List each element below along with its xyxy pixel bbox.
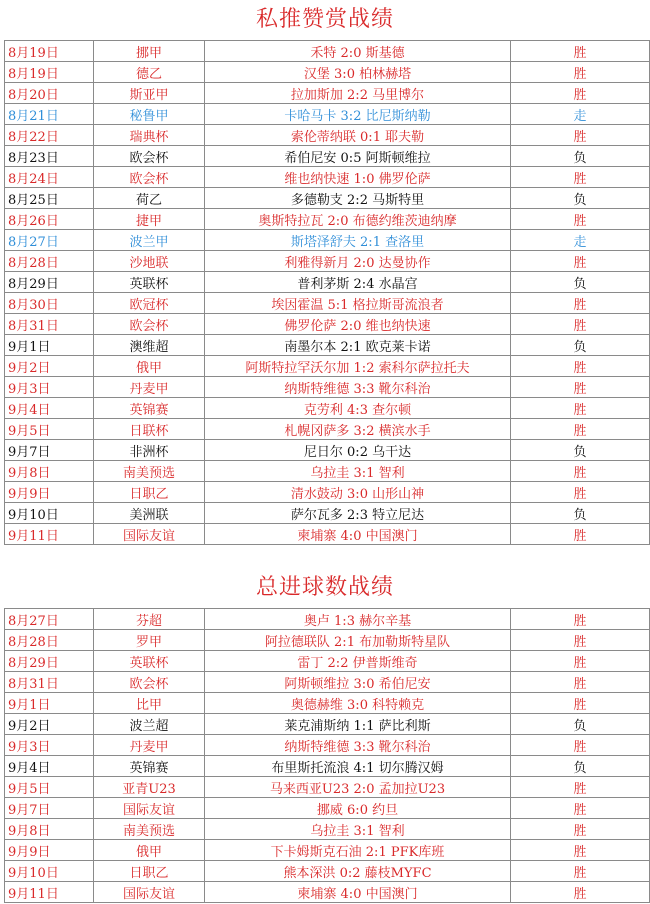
match-cell: 清水鼓动 3:0 山形山神 <box>205 482 511 503</box>
table-row <box>5 272 650 293</box>
league-cell: 澳维超 <box>94 335 205 356</box>
table-row <box>5 630 650 651</box>
league-cell: 瑞典杯 <box>94 125 205 146</box>
league-cell: 英联杯 <box>94 272 205 293</box>
league-cell: 俄甲 <box>94 840 205 861</box>
table-row <box>5 125 650 146</box>
date-cell: 8月28日 <box>5 251 94 272</box>
result-cell: 负 <box>511 335 650 356</box>
table-row <box>5 777 650 798</box>
league-cell: 比甲 <box>94 693 205 714</box>
match-cell: 熊本深洪 0:2 藤枝MYFC <box>205 861 511 882</box>
table-row <box>5 104 650 125</box>
section-divider <box>0 548 650 568</box>
match-cell: 马来西亚U23 2:0 孟加拉U23 <box>205 777 511 798</box>
date-cell: 9月10日 <box>5 503 94 524</box>
date-cell: 9月5日 <box>5 419 94 440</box>
match-cell: 斯塔泽舒夫 2:1 查洛里 <box>205 230 511 251</box>
result-cell: 走 <box>511 104 650 125</box>
date-cell: 9月1日 <box>5 335 94 356</box>
result-cell: 胜 <box>511 125 650 146</box>
league-cell: 挪甲 <box>94 41 205 62</box>
result-cell: 胜 <box>511 167 650 188</box>
table-row <box>5 714 650 735</box>
table-row <box>5 819 650 840</box>
match-cell: 汉堡 3:0 柏林赫塔 <box>205 62 511 83</box>
league-cell: 美洲联 <box>94 503 205 524</box>
date-cell: 8月30日 <box>5 293 94 314</box>
date-cell: 8月20日 <box>5 83 94 104</box>
result-cell: 胜 <box>511 461 650 482</box>
table-row <box>5 609 650 630</box>
match-cell: 索伦蒂纳联 0:1 耶夫勒 <box>205 125 511 146</box>
league-cell: 欧会杯 <box>94 672 205 693</box>
table-row <box>5 756 650 777</box>
table-row <box>5 398 650 419</box>
match-cell: 布里斯托流浪 4:1 切尔腾汉姆 <box>205 756 511 777</box>
section-title: 私推赞赏战绩 <box>255 7 394 32</box>
table-row <box>5 188 650 209</box>
league-cell: 欧会杯 <box>94 146 205 167</box>
date-cell: 9月7日 <box>5 798 94 819</box>
result-cell: 走 <box>511 230 650 251</box>
date-cell: 8月19日 <box>5 41 94 62</box>
result-cell: 胜 <box>511 41 650 62</box>
results-table <box>4 40 650 545</box>
date-cell: 9月8日 <box>5 819 94 840</box>
result-cell: 胜 <box>511 293 650 314</box>
match-cell: 阿斯特拉罕沃尔加 1:2 索科尔萨拉托夫 <box>205 356 511 377</box>
league-cell: 南美预选 <box>94 461 205 482</box>
table-row <box>5 314 650 335</box>
date-cell: 8月29日 <box>5 272 94 293</box>
date-cell: 9月7日 <box>5 440 94 461</box>
league-cell: 沙地联 <box>94 251 205 272</box>
result-cell: 胜 <box>511 482 650 503</box>
result-cell: 胜 <box>511 693 650 714</box>
table-row <box>5 440 650 461</box>
table-row <box>5 335 650 356</box>
league-cell: 芬超 <box>94 609 205 630</box>
table-row <box>5 861 650 882</box>
league-cell: 国际友谊 <box>94 882 205 903</box>
result-cell: 负 <box>511 756 650 777</box>
date-cell: 8月31日 <box>5 672 94 693</box>
table-row <box>5 419 650 440</box>
match-cell: 奥卢 1:3 赫尔辛基 <box>205 609 511 630</box>
date-cell: 8月19日 <box>5 62 94 83</box>
table-row <box>5 230 650 251</box>
league-cell: 秘鲁甲 <box>94 104 205 125</box>
result-cell: 胜 <box>511 83 650 104</box>
date-cell: 9月3日 <box>5 377 94 398</box>
result-cell: 胜 <box>511 651 650 672</box>
match-cell: 萨尔瓦多 2:3 特立尼达 <box>205 503 511 524</box>
table-row <box>5 651 650 672</box>
match-cell: 柬埔寨 4:0 中国澳门 <box>205 524 511 545</box>
match-cell: 纳斯特维德 3:3 靴尔科治 <box>205 735 511 756</box>
table-row <box>5 672 650 693</box>
league-cell: 日职乙 <box>94 861 205 882</box>
league-cell: 斯亚甲 <box>94 83 205 104</box>
result-cell: 胜 <box>511 882 650 903</box>
result-cell: 胜 <box>511 777 650 798</box>
result-cell: 胜 <box>511 840 650 861</box>
league-cell: 波兰甲 <box>94 230 205 251</box>
date-cell: 8月27日 <box>5 230 94 251</box>
league-cell: 欧会杯 <box>94 314 205 335</box>
date-cell: 9月2日 <box>5 356 94 377</box>
table-row <box>5 209 650 230</box>
match-cell: 阿拉德联队 2:1 布加勒斯特星队 <box>205 630 511 651</box>
table-row <box>5 735 650 756</box>
date-cell: 8月29日 <box>5 651 94 672</box>
match-cell: 纳斯特维德 3:3 靴尔科治 <box>205 377 511 398</box>
date-cell: 8月31日 <box>5 314 94 335</box>
date-cell: 9月8日 <box>5 461 94 482</box>
table-row <box>5 251 650 272</box>
result-cell: 负 <box>511 272 650 293</box>
match-cell: 阿斯顿维拉 3:0 希伯尼安 <box>205 672 511 693</box>
result-cell: 胜 <box>511 356 650 377</box>
table-row <box>5 377 650 398</box>
match-cell: 佛罗伦萨 2:0 维也纳快速 <box>205 314 511 335</box>
result-cell: 胜 <box>511 630 650 651</box>
date-cell: 9月9日 <box>5 840 94 861</box>
result-cell: 胜 <box>511 251 650 272</box>
result-cell: 胜 <box>511 314 650 335</box>
date-cell: 8月23日 <box>5 146 94 167</box>
league-cell: 英锦赛 <box>94 398 205 419</box>
league-cell: 罗甲 <box>94 630 205 651</box>
result-cell: 胜 <box>511 735 650 756</box>
match-cell: 柬埔寨 4:0 中国澳门 <box>205 882 511 903</box>
table-row <box>5 798 650 819</box>
date-cell: 8月28日 <box>5 630 94 651</box>
match-cell: 札幌冈萨多 3:2 横滨水手 <box>205 419 511 440</box>
match-cell: 奥斯特拉瓦 2:0 布德约维茨迪纳摩 <box>205 209 511 230</box>
table-row <box>5 840 650 861</box>
league-cell: 丹麦甲 <box>94 735 205 756</box>
table-row <box>5 524 650 545</box>
match-cell: 乌拉圭 3:1 智利 <box>205 819 511 840</box>
league-cell: 非洲杯 <box>94 440 205 461</box>
result-cell: 胜 <box>511 524 650 545</box>
league-cell: 日职乙 <box>94 482 205 503</box>
league-cell: 日联杯 <box>94 419 205 440</box>
league-cell: 欧会杯 <box>94 167 205 188</box>
date-cell: 8月25日 <box>5 188 94 209</box>
league-cell: 俄甲 <box>94 356 205 377</box>
result-cell: 胜 <box>511 609 650 630</box>
table-row <box>5 41 650 62</box>
date-cell: 9月10日 <box>5 861 94 882</box>
result-cell: 胜 <box>511 798 650 819</box>
match-cell: 拉加斯加 2:2 马里博尔 <box>205 83 511 104</box>
league-cell: 南美预选 <box>94 819 205 840</box>
match-cell: 乌拉圭 3:1 智利 <box>205 461 511 482</box>
date-cell: 9月11日 <box>5 882 94 903</box>
result-cell: 胜 <box>511 377 650 398</box>
result-cell: 胜 <box>511 861 650 882</box>
table-row <box>5 167 650 188</box>
match-cell: 奥德赫维 3:0 科特赖克 <box>205 693 511 714</box>
match-cell: 普利茅斯 2:4 水晶宫 <box>205 272 511 293</box>
result-cell: 胜 <box>511 62 650 83</box>
league-cell: 丹麦甲 <box>94 377 205 398</box>
match-cell: 南墨尔本 2:1 欧克莱卡诺 <box>205 335 511 356</box>
table-row <box>5 83 650 104</box>
result-cell: 负 <box>511 503 650 524</box>
league-cell: 波兰超 <box>94 714 205 735</box>
table-row <box>5 356 650 377</box>
match-cell: 维也纳快速 1:0 佛罗伦萨 <box>205 167 511 188</box>
league-cell: 欧冠杯 <box>94 293 205 314</box>
result-cell: 负 <box>511 188 650 209</box>
section-total-goals <box>0 568 650 903</box>
date-cell: 9月11日 <box>5 524 94 545</box>
table-row <box>5 482 650 503</box>
match-cell: 雷丁 2:2 伊普斯维奇 <box>205 651 511 672</box>
table-row <box>5 293 650 314</box>
date-cell: 8月22日 <box>5 125 94 146</box>
league-cell: 国际友谊 <box>94 524 205 545</box>
table-row <box>5 503 650 524</box>
date-cell: 8月21日 <box>5 104 94 125</box>
league-cell: 德乙 <box>94 62 205 83</box>
league-cell: 英联杯 <box>94 651 205 672</box>
match-cell: 下卡姆斯克石油 2:1 PFK库班 <box>205 840 511 861</box>
match-cell: 多德勒支 2:2 马斯特里 <box>205 188 511 209</box>
match-cell: 埃因霍温 5:1 格拉斯哥流浪者 <box>205 293 511 314</box>
table-row <box>5 146 650 167</box>
date-cell: 9月9日 <box>5 482 94 503</box>
date-cell: 9月5日 <box>5 777 94 798</box>
date-cell: 9月1日 <box>5 693 94 714</box>
section-title: 总进球数战绩 <box>255 575 394 600</box>
league-cell: 亚青U23 <box>94 777 205 798</box>
table-row <box>5 461 650 482</box>
date-cell: 8月26日 <box>5 209 94 230</box>
table-row <box>5 693 650 714</box>
match-cell: 希伯尼安 0:5 阿斯顿维拉 <box>205 146 511 167</box>
table-row <box>5 882 650 903</box>
league-cell: 荷乙 <box>94 188 205 209</box>
league-cell: 英锦赛 <box>94 756 205 777</box>
match-cell: 挪威 6:0 约旦 <box>205 798 511 819</box>
match-cell: 莱克浦斯纳 1:1 萨比利斯 <box>205 714 511 735</box>
date-cell: 8月27日 <box>5 609 94 630</box>
date-cell: 9月2日 <box>5 714 94 735</box>
result-cell: 胜 <box>511 209 650 230</box>
date-cell: 9月4日 <box>5 398 94 419</box>
result-cell: 负 <box>511 440 650 461</box>
result-cell: 胜 <box>511 398 650 419</box>
match-cell: 尼日尔 0:2 乌干达 <box>205 440 511 461</box>
match-cell: 利雅得新月 2:0 达曼协作 <box>205 251 511 272</box>
result-cell: 胜 <box>511 819 650 840</box>
date-cell: 9月4日 <box>5 756 94 777</box>
result-cell: 胜 <box>511 672 650 693</box>
match-cell: 卡哈马卡 3:2 比尼斯纳勒 <box>205 104 511 125</box>
results-table <box>4 608 650 903</box>
match-cell: 克劳利 4:3 查尔顿 <box>205 398 511 419</box>
date-cell: 8月24日 <box>5 167 94 188</box>
result-cell: 胜 <box>511 419 650 440</box>
table-row <box>5 62 650 83</box>
result-cell: 负 <box>511 714 650 735</box>
league-cell: 国际友谊 <box>94 798 205 819</box>
match-cell: 禾特 2:0 斯基德 <box>205 41 511 62</box>
date-cell: 9月3日 <box>5 735 94 756</box>
league-cell: 捷甲 <box>94 209 205 230</box>
result-cell: 负 <box>511 146 650 167</box>
